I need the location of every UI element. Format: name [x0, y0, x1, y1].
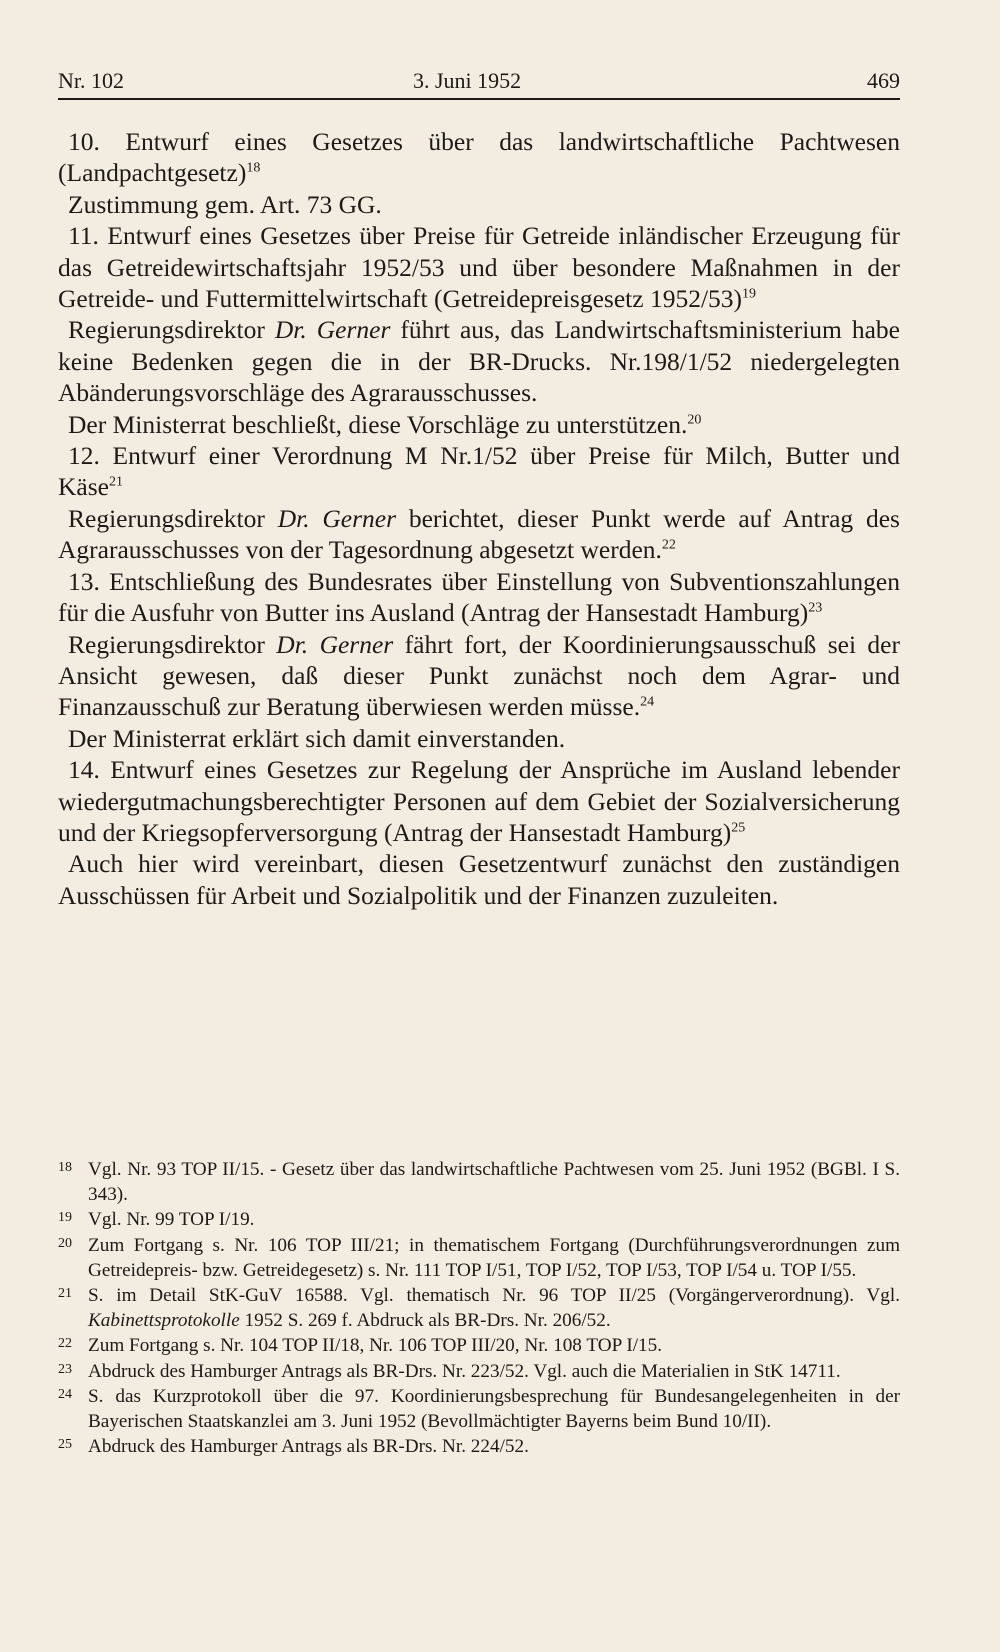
footnote-number: 18: [58, 1160, 72, 1175]
running-header: [58, 64, 900, 100]
paragraph: Regierungsdirektor Dr. Gerner fährt fort, der Koordinierungsausschuß sei der Ansicht gewesen, daß dieser Punkt zunächst noch dem Agrar- und Finanzausschuß zur Beratung überwiesen werden müsse.$^{24}$: [58, 629, 900, 722]
footnote: 19 Vgl. Nr. 99 TOP I/19.: [58, 1209, 255, 1231]
paragraph: Der Ministerrat beschließt, diese Vorschläge zu unterstützen.$^{20}$: [68, 409, 702, 439]
footnote-ref: 25: [731, 820, 746, 836]
footnote-number: 20: [58, 1235, 72, 1251]
paragraph: 14. Entwurf eines Gesetzes zur Regelung der Ansprüche im Ausland lebender wiedergutmachungsberechtigter Personen auf dem Gebiet der Sozialversicherung und der Kriegsopferversorgung (Antrag der Hansestadt Hamburg)$^{25}$: [58, 755, 900, 847]
paragraph: Regierungsdirektor Dr. Gerner führt aus, das Landwirtschaftsministerium habe keine Bedenken gegen die in der BR-Drucks. Nr.198/1/52 niedergelegten Abänderungsvorschläge des Agrarausschusses.: [58, 315, 900, 408]
footnote-ref: 20: [687, 412, 702, 428]
footnotes: [58, 1157, 900, 1459]
footnote-ref: 18: [246, 160, 261, 176]
footnote-number: 24: [58, 1386, 72, 1402]
paragraph: 13. Entschließung des Bundesrates über Einstellung von Subventionszahlungen für die Ausfuhr von Butter ins Ausland (Antrag der Hansestadt Hamburg)$^{23}$: [58, 566, 900, 628]
footnote-number: 22: [58, 1336, 72, 1352]
document-number: Nr. 102: [58, 68, 124, 93]
footnote: 24 S. das Kurzprotokoll über die 97. Koordinierungsbesprechung für Bundesangelegenheiten in der Bayerischen Staatskanzlei am 3. Juni 1952 (Bevollmächtigter Bayerns beim Bund 10/II).: [58, 1385, 900, 1433]
footnote-number: 23: [58, 1361, 72, 1377]
footnote: 25 Abdruck des Hamburger Antrags als BR-Drs. Nr. 224/52.: [58, 1436, 529, 1458]
paragraph: 11. Entwurf eines Gesetzes über Preise für Getreide inländischer Erzeugung für das Getreidewirtschaftsjahr 1952/53 und über besondere Maßnahmen in der Getreide- und Futtermittelwirtschaft (Getreidepreisgesetz 1952/53)$^{19}$: [58, 221, 900, 314]
footnote-number: 19: [58, 1210, 72, 1226]
paragraph: Zustimmung gem. Art. 73 GG.: [68, 189, 382, 219]
page-number: 469: [867, 68, 900, 93]
person-name: Dr. Gerner: [276, 629, 394, 659]
footnote-ref: 21: [108, 474, 123, 490]
publication-title: Kabinettsprotokolle: [88, 1310, 240, 1332]
footnote: 22 Zum Fortgang s. Nr. 104 TOP II/18, Nr. 106 TOP III/20, Nr. 108 TOP I/15.: [58, 1335, 663, 1357]
footnote: 20 Zum Fortgang s. Nr. 106 TOP III/21; in thematischem Fortgang (Durchführungsverordnungen zum Getreidepreis- bzw. Getreidegesetz) s. Nr. 111 TOP I/51, TOP I/52, TOP I/53, TOP I/54 u. TOP I/55.: [58, 1234, 900, 1281]
footnote-ref: 22: [661, 537, 676, 553]
paragraph: Regierungsdirektor Dr. Gerner berichtet, dieser Punkt werde auf Antrag des Agrarausschusses von der Tagesordnung abgesetzt werden.$^{22}$: [58, 503, 900, 565]
session-date: 3. Juni 1952: [413, 68, 522, 93]
paragraph: Der Ministerrat erklärt sich damit einverstanden.: [68, 723, 566, 753]
paragraph: 10. Entwurf eines Gesetzes über das landwirtschaftliche Pachtwesen (Landpachtgesetz)$^{18}$: [58, 127, 900, 188]
footnote-ref: 19: [742, 286, 757, 302]
person-name: Dr. Gerner: [277, 503, 397, 533]
footnote-ref: 24: [640, 694, 655, 710]
footnote-ref: 23: [808, 600, 823, 616]
main-text: [58, 126, 900, 911]
person-name: Dr. Gerner: [274, 315, 391, 345]
footnote-number: 25: [58, 1437, 72, 1453]
footnote: 21 S. im Detail StK-GuV 16588. Vgl. thematisch Nr. 96 TOP II/25 (Vorgängerverordnung). Vgl. Kabinettsprotokolle 1952 S. 269 f. Abdruck als BR-Drs. Nr. 206/52.: [58, 1285, 900, 1332]
footnote: 18 Vgl. Nr. 93 TOP II/15. - Gesetz über das landwirtschaftliche Pachtwesen vom 25. Juni 1952 (BGBl. I S. 343).: [58, 1159, 900, 1206]
paragraph: Auch hier wird vereinbart, diesen Gesetzentwurf zunächst den zuständigen Ausschüssen für Arbeit und Sozialpolitik und der Finanzen zuzuleiten.: [58, 849, 900, 910]
paragraph: 12. Entwurf einer Verordnung M Nr.1/52 über Preise für Milch, Butter und Käse$^{21}$: [58, 441, 900, 502]
footnote-number: 21: [58, 1286, 72, 1302]
footnote: 23 Abdruck des Hamburger Antrags als BR-Drs. Nr. 223/52. Vgl. auch die Materialien in StK 14711.: [58, 1360, 841, 1382]
